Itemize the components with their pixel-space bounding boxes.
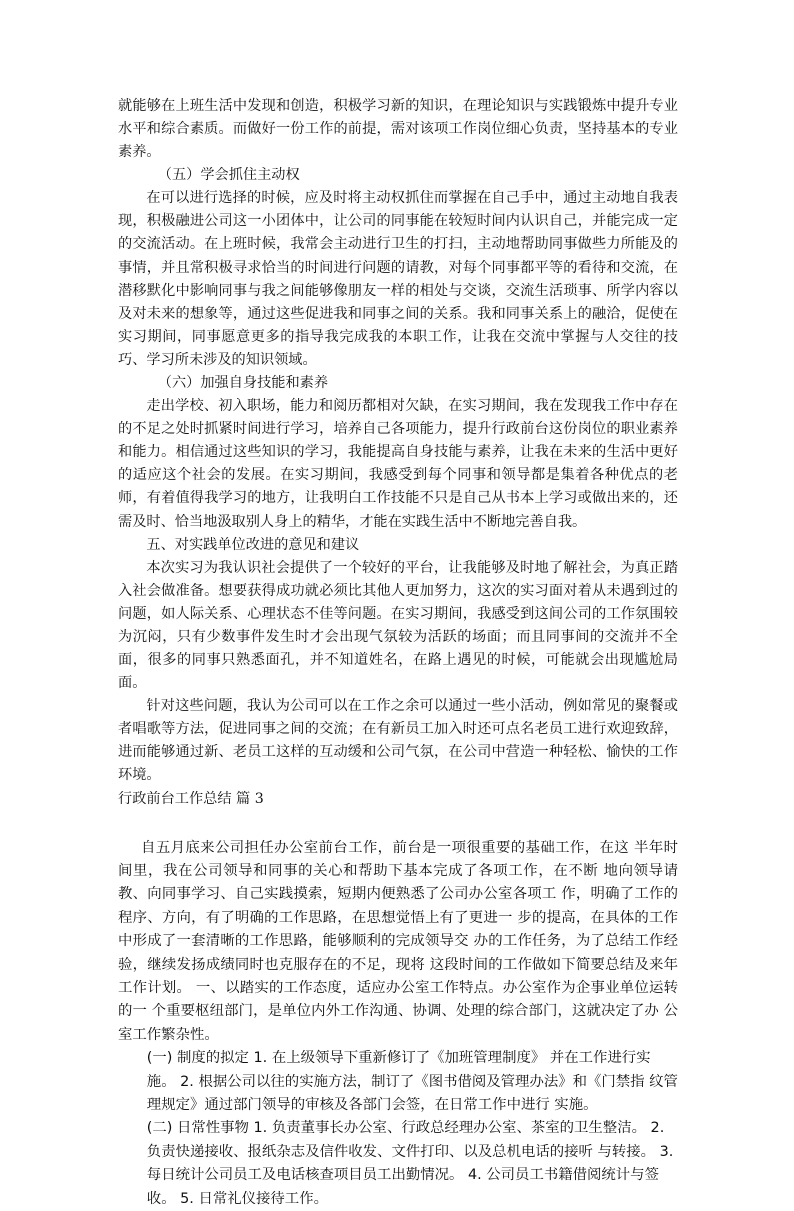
summary-part-3 xyxy=(118,837,678,1211)
paragraph-strengthen-skills: 走出学校、初入职场，能力和阅历都相对欠缺，在实习期间，我在发现我工作中存在的不足之处时抓紧时间进行学习，培养自己各项能力，提升行政前台这份岗位的职业素养和能力。相信通过这些知识的学习，我能提高自身技能与素养，让我在未来的生活中更好的适应这个社会的发展。在实习期间，我感受到每个同事和领导都是集着各种优点的老师，有着值得我学习的地方，让我明白工作技能不只是自己从书本上学习或做出来的，还需及时、恰当地汲取别人身上的精华，才能在实践生活中不断地完善自我。 xyxy=(118,398,678,530)
document-body xyxy=(118,95,678,1211)
paragraph-take-initiative: 在可以进行选择的时候，应及时将主动权抓住而掌握在自己手中，通过主动地自我表现，积极融进公司这一小团体中，让公司的同事能在较短时间内认识自己，并能完成一定的交流活动。在上班时候，我常会主动进行卫生的打扫，主动地帮助同事做些力所能及的事情，并且常积极寻求恰当的时间进行问题的请教，对每个同事都平等的看待和交流，在潜移默化中影响同事与我之间能够像朋友一样的相处与交谈，交流生活琐事、所学内容以及对未来的想象等，通过这些促进我和同事之间的关系。我和同事关系上的融洽，促使在实习期间，同事愿意更多的指导我完成我的本职工作，让我在交流中掌握与人交往的技巧、学习所未涉及的知识领域。 xyxy=(118,190,678,368)
item-daily-affairs: (二) 日常性事物 1. 负责董事长办公室、行政总经理办公室、茶室的卫生整洁。 2. 负责快递接收、报纸杂志及信件收发、文件打印、以及总机电话的接听 与转接。 3. 每日统计公司员工及电话核查项目员工出勤情况。 4. 公司员工书籍借阅统计与签收。 5. 日常礼仪接待工作。 xyxy=(146,1120,674,1207)
heading-strengthen-skills: （六）加强自身技能和素养 xyxy=(157,375,329,392)
paragraph-continuation: 就能够在上班生活中发现和创造，积极学习新的知识，在理论知识与实践锻炼中提升专业水平和综合素质。而做好一份工作的前提，需对该项工作岗位细心负责，坚持基本的专业素养。 xyxy=(118,98,678,161)
paragraph-suggestions-1: 本次实习为我认识社会提供了一个较好的平台，让我能够及时地了解社会，为真正踏入社会做准备。想要获得成功就必须比其他人更加努力，这次的实习面对着从未遇到过的问题，如人际关系、心理状态不佳等问题。在实习期间，我感受到这间公司的工作氛围较为沉闷，只有少数事件发生时才会出现气氛较为活跃的场面；而且同事间的交流并不全面，很多的同事只熟悉面孔，并不知道姓名，在路上遇见的时候，可能就会出现尴尬局面。 xyxy=(118,559,678,692)
section-title-suggestions: 五、对实践单位改进的意见和建议 xyxy=(146,536,360,553)
paragraph-suggestions-2: 针对这些问题，我认为公司可以在工作之余可以通过一些小活动，例如常见的聚餐或者唱歌等方法，促进同事之间的交流；在有新员工加入时还可点名老员工进行欢迎致辞，进而能够通过新、老员工这样的互动缓和公司气氛，在公司中营造一种轻松、愉快的工作环境。 xyxy=(118,698,678,784)
paragraph-intro: 自五月底来公司担任办公室前台工作，前台是一项很重要的基础工作，在这 半年时间里，我在公司领导和同事的关心和帮助下基本完成了各项工作，在不断 地向领导请教、向同事学习、自己实践摸索，短期内便熟悉了公司办公室各项工 作，明确了工作的程序、方向，有了明确的工作思路，在思想觉悟上有了更进一 步的提高，在具体的工作中形成了一套清晰的工作思路，能够顺利的完成领导交 办的工作任务，为了总结工作经验，继续发扬成绩同时也克服存在的不足，现将 这段时间的工作做如下简要总结及来年工作计划。 一、以踏实的工作态度，适应办公室工作特点。办公室作为企事业单位运转的一 个重要枢纽部门，是单位内外工作沟通、协调、处理的综合部门，这就决定了办 公室工作繁杂性。 xyxy=(118,839,678,1043)
item-system-drafting: (一) 制度的拟定 1. 在上级领导下重新修订了《加班管理制度》 并在工作进行实施。 2. 根据公司以往的实施方法，制订了《图书借阅及管理办法》和《门禁指 纹管理规定》通过部门领导的审核及各部门会签，在日常工作中进行 实施。 xyxy=(146,1050,678,1113)
summary-title-part-3: 行政前台工作总结 篇 3 xyxy=(118,790,264,807)
heading-take-initiative: （五）学会抓住主动权 xyxy=(157,167,300,184)
